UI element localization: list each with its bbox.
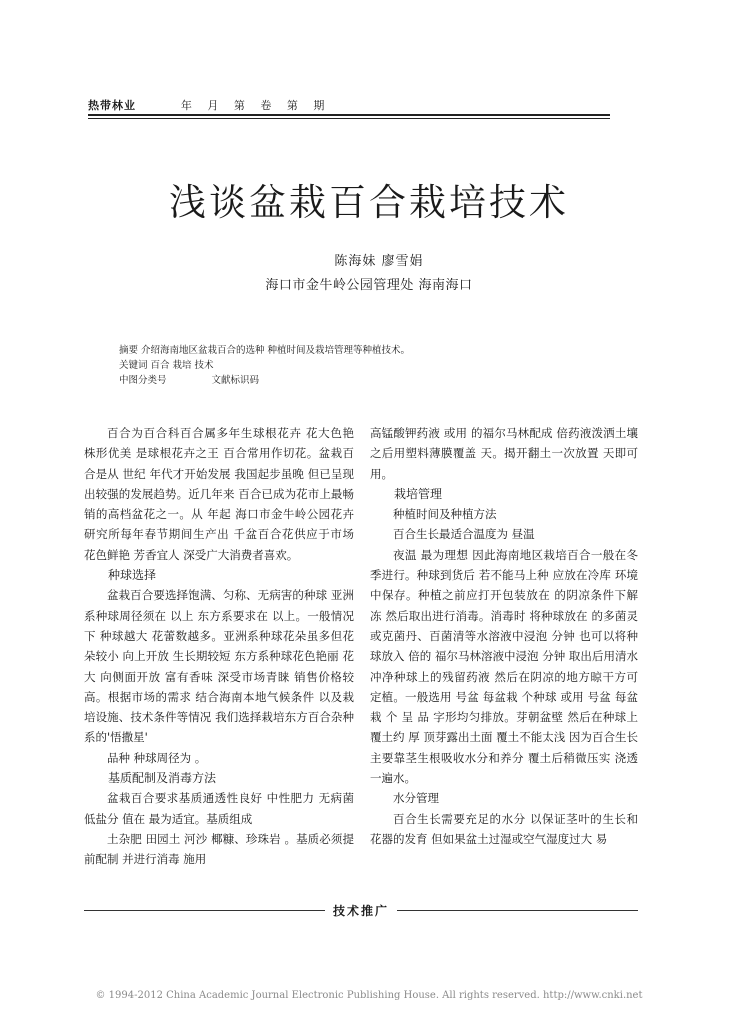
- authors: 陈海妹 廖雪娟: [334, 254, 424, 269]
- doc-code-label: 文献标识码: [211, 375, 260, 386]
- left-column: [84, 423, 354, 870]
- body-paragraph: 百合生长需要充足的水分 以保证茎叶的生长和花器的发育 但如果盆土过湿或空气湿度过大 易: [370, 811, 638, 846]
- clc-label: 中图分类号: [119, 375, 167, 386]
- subsection-heading: 水分管理: [393, 791, 439, 806]
- abstract: 摘要 介绍海南地区盆栽百合的选种 种植时间及栽培管理等种植技术。: [119, 345, 411, 356]
- body-paragraph: 盆栽百合要求基质通透性良好 中性肥力 无病菌 低盐分 值在 最为适宜。基质组成: [84, 791, 354, 826]
- body-paragraph: 盆栽百合要选择饱满、匀称、无病害的种球 亚洲系种球周径须在 以上 东方系要求在 以上。一般情况下 种球越大 花蕾数越多。亚洲系种球花朵虽多但花朵较小 向上开放 生长期较短 东方系种球花色艳丽 花大 向侧面开放 富有香味 深受市场青睐 销售价格较高。根据市场的需求 结合海南本地气候条件 以及栽培设施、技术条件等情况 我们选择栽培东方百合杂种系的'悟撒星': [84, 588, 354, 745]
- body-paragraph: 高锰酸钾药液 或用 的福尔马林配成 倍药液泼洒土壤 之后用塑料薄膜覆盖 天。揭开翻土一次放置 天即可用。: [370, 426, 638, 481]
- running-header: [88, 97, 610, 113]
- journal-name: 热带林业: [88, 99, 136, 112]
- footer-rule-right: [397, 910, 638, 911]
- section-heading: 基质配制及消毒方法: [108, 771, 217, 786]
- header-rule: [88, 114, 610, 119]
- section-heading: 栽培管理: [394, 486, 443, 501]
- keywords: 关键词 百合 栽培 技术: [119, 360, 214, 371]
- section-heading: 种球选择: [108, 568, 157, 583]
- body-paragraph: 土杂肥 田园土 河沙 椰糠、珍珠岩 。基质必须提前配制 并进行消毒 施用: [84, 831, 354, 867]
- affiliation: 海口市金牛岭公园管理处 海南海口: [265, 278, 473, 293]
- section-footer: [84, 902, 638, 919]
- footer-rule-left: [84, 910, 325, 911]
- body-paragraph: 品种 种球周径为 。: [107, 750, 207, 765]
- classification: [119, 373, 619, 388]
- issue-info: 年 月 第 卷 第 期: [180, 99, 331, 112]
- subsection-heading: 种植时间及种植方法: [393, 507, 497, 522]
- right-column: [370, 423, 638, 849]
- paper-title: 浅谈盆栽百合栽培技术: [169, 181, 569, 224]
- copyright-notice: © 1994-2012 China Academic Journal Electronic Publishing House. All rights reserved. http://www.cnki.net: [95, 990, 643, 1001]
- section-label: 技术推广: [333, 904, 390, 918]
- body-paragraph: 百合生长最适合温度为 昼温: [393, 527, 535, 542]
- body-paragraph: 夜温 最为理想 因此海南地区栽培百合一般在冬季进行。种球到货后 若不能马上种 应放在冷库 环境中保存。种植之前应打开包装放在 的阴凉条件下解冻 然后取出进行消毒。消毒时 将种球放在 的多菌灵或克菌丹、百菌清等水溶液中浸泡 分钟 也可以将种球放入 倍的 福尔马林溶液中浸泡 分钟 取出后用清水冲净种球上的残留药液 然后在阴凉的地方晾干方可定植。一般选用 号盆 每盆栽 个种球 或用 号盆 每盆栽 个 呈 品 字形均匀排放。芽朝盆壁 然后在种球上覆土约 厚 顶芽露出土面 覆土不能太浅 因为百合生长主要靠茎生根吸收水分和养分 覆土后稍微压实 浇透一遍水。: [370, 547, 638, 786]
- intro-paragraph: 百合为百合科百合属多年生球根花卉 花大色艳 株形优美 是球根花卉之王 百合常用作切花。盆栽百合是从 世纪 年代才开始发展 我国起步虽晚 但已呈现出较强的发展趋势。近几年来 百合已成为花市上最畅销的高档盆花之一。从 年起 海口市金牛岭公园花卉研究所每年春节期间生产出 千盆百合花供应于市场 花色鲜艳 芳香宜人 深受广大消费者喜欢。: [84, 426, 354, 562]
- abstract-block: [119, 343, 619, 388]
